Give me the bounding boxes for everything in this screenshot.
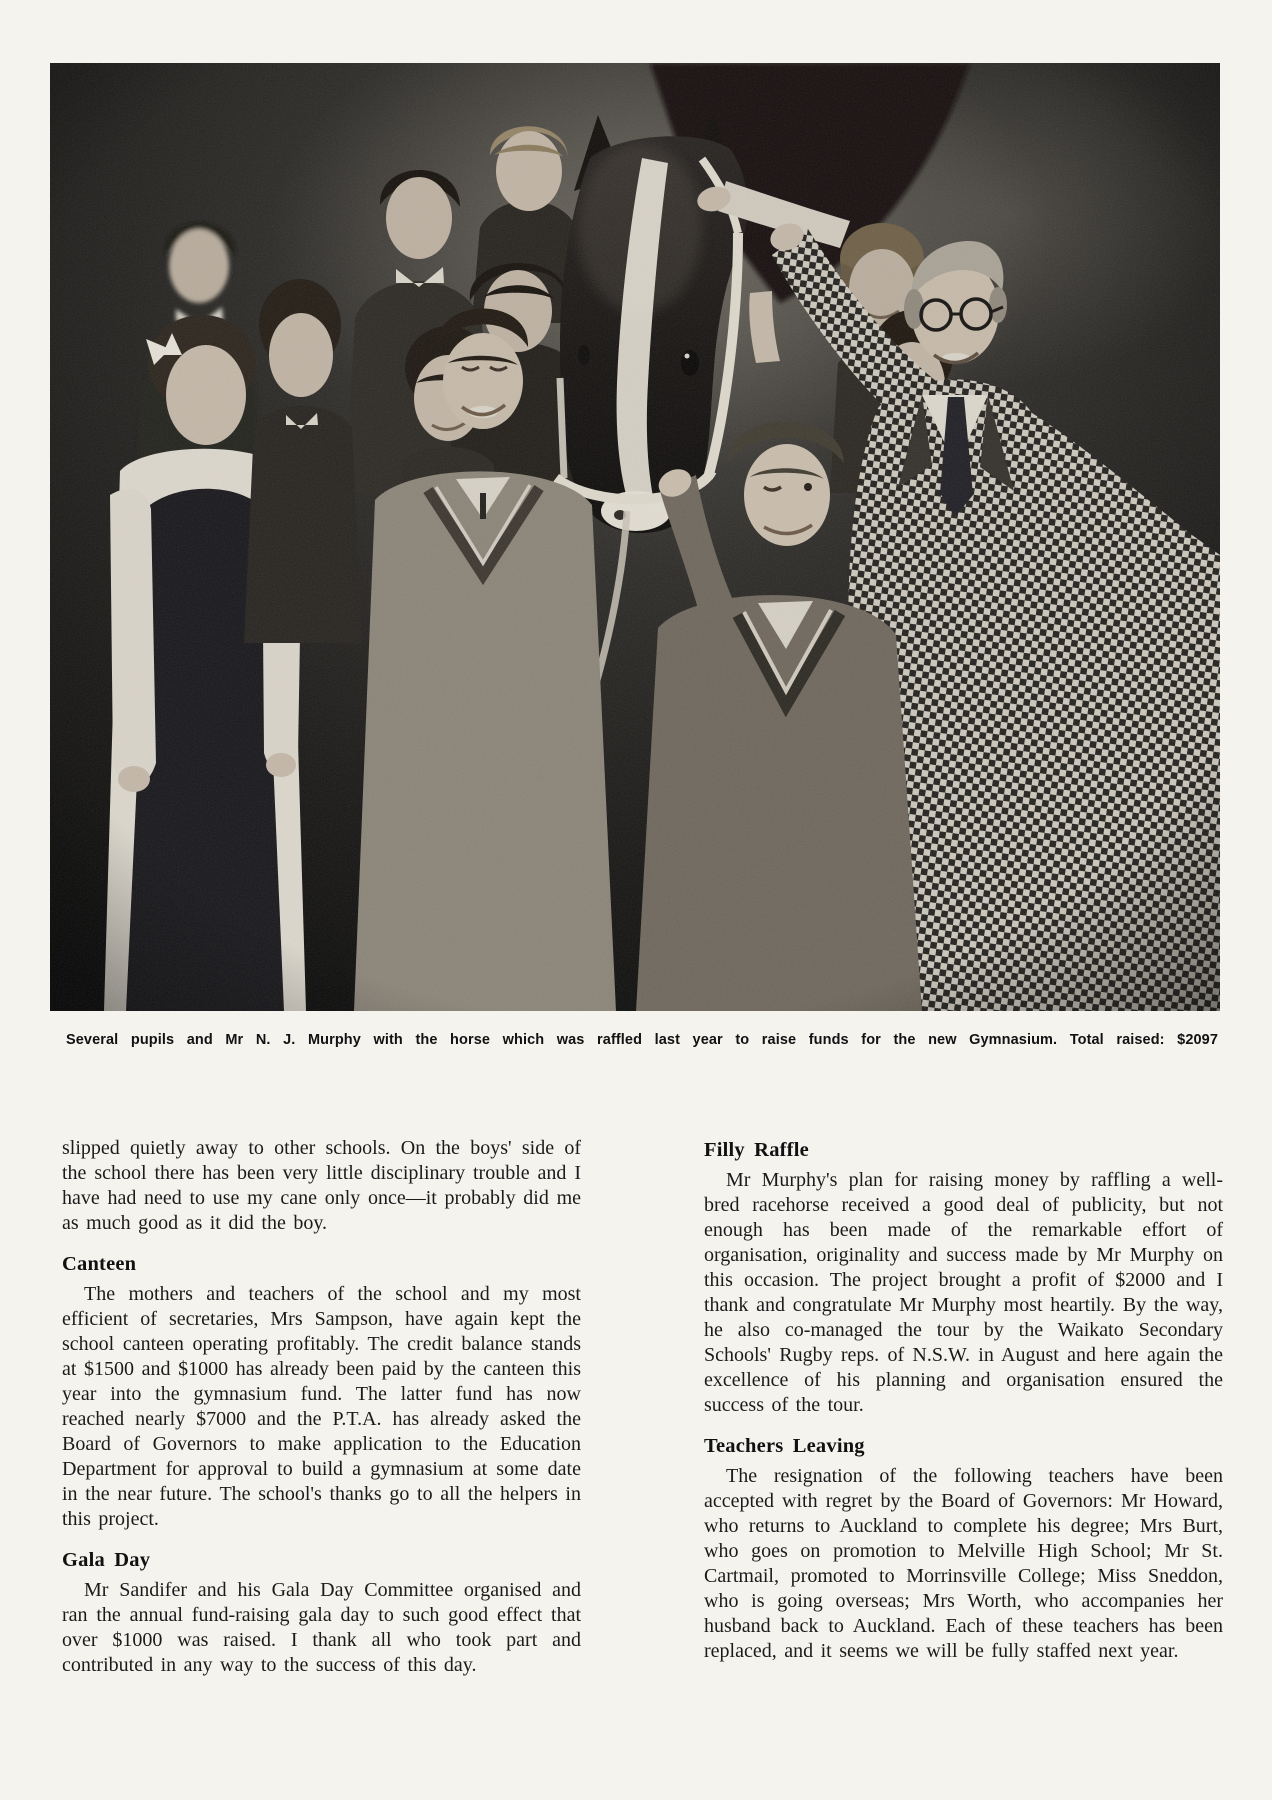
canteen-paragraph: The mothers and teachers of the school and my most efficient of secretaries, Mrs Sampson, have again kept the school canteen operating profitably. The credit balance stands at $1500 and $1000 has already been paid by the canteen this year into the gymnasium fund. The latter fund has now reached nearly $7000 and the P.T.A. has already asked the Board of Governors to make application to the Education Department for approval to build a gymnasium at some date in the near future. The school's thanks go to all the helpers in this project.	[62, 1283, 581, 1530]
gala-day-paragraph: Mr Sandifer and his Gala Day Committee organised and ran the annual fund-raising gala day to such good effect that over $1000 was raised. I thank all who took part and contributed in any way to the success of this day.	[62, 1579, 581, 1676]
filly-raffle-paragraph: Mr Murphy's plan for raising money by raffling a well-bred racehorse received a good deal of publicity, but not enough has been made of the remarkable effort of organisation, originality and success made by Mr Murphy on this occasion. The project brought a profit of $2000 and I thank and congratulate Mr Murphy most heartily. By the way, he also co-managed the tour by the Waikato Secondary Schools' Rugby reps. of N.S.W. in August and here again the excellence of his planning and organisation ensured the success of the tour.	[704, 1169, 1223, 1416]
school-photo	[50, 63, 1220, 1011]
left-column	[62, 1136, 581, 1678]
heading-filly-raffle: Filly Raffle	[704, 1139, 809, 1161]
teachers-leaving-paragraph: The resignation of the following teachers have been accepted with regret by the Board of Governors: Mr Howard, who returns to Auckland to complete his degree; Mrs Burt, who goes on promotion to Melville High School; Mr St. Cartmail, promoted to Morrinsville College; Miss Sneddon, who is going overseas; Mrs Worth, who accompanies her husband back to Auckland. Each of these teachers has been replaced, and it seems we will be fully staffed next year.	[704, 1465, 1223, 1662]
right-column	[704, 1136, 1223, 1664]
heading-gala-day: Gala Day	[62, 1549, 151, 1571]
photo-illustration	[50, 63, 1220, 1011]
photo-caption: Several pupils and Mr N. J. Murphy with the horse which was raffled last year to raise funds for the new Gymnasium. Total raised: $2097	[66, 1032, 1218, 1048]
heading-teachers-leaving: Teachers Leaving	[704, 1435, 865, 1457]
heading-canteen: Canteen	[62, 1253, 137, 1275]
intro-paragraph: slipped quietly away to other schools. On the boys' side of the school there has been very little disciplinary trouble and I have had need to use my cane only once—it probably did me as much good as it did the boy.	[62, 1137, 581, 1234]
